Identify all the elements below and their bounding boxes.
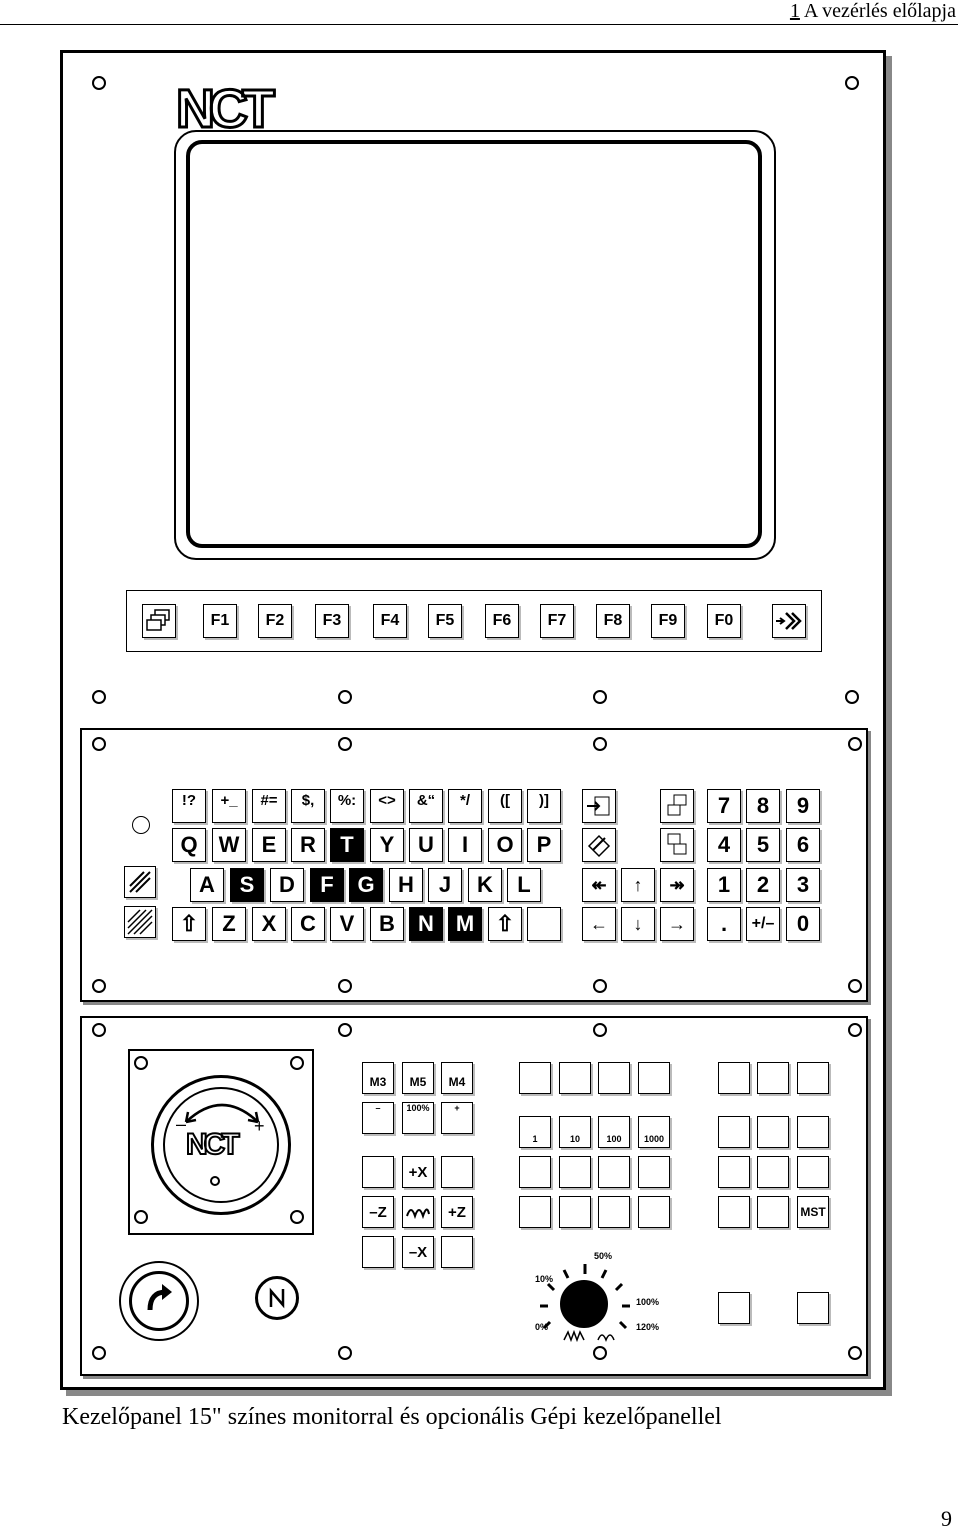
key-e[interactable]: E	[252, 828, 286, 862]
spindle-key-m5[interactable]: M5	[402, 1062, 434, 1094]
key-h[interactable]: H	[389, 868, 423, 902]
cycle-key[interactable]	[718, 1196, 750, 1228]
key-v[interactable]: V	[330, 907, 364, 941]
key-k[interactable]: K	[468, 868, 502, 902]
increment-key-100[interactable]: 100	[598, 1116, 630, 1148]
screw-hole	[92, 1346, 106, 1360]
key-r[interactable]: R	[291, 828, 325, 862]
blank-key[interactable]	[638, 1196, 670, 1228]
function-key-f3[interactable]: F3	[315, 604, 349, 638]
key-l[interactable]: L	[507, 868, 541, 902]
shift-right-key[interactable]	[488, 907, 522, 941]
key-n[interactable]: N	[409, 907, 443, 941]
jog-blank-key[interactable]	[362, 1236, 394, 1268]
screw-hole	[845, 690, 859, 704]
arrow-left-double-icon[interactable]: ↞	[582, 868, 616, 902]
screw-hole	[593, 737, 607, 751]
windows-icon[interactable]	[142, 604, 176, 638]
function-key-f6[interactable]: F6	[485, 604, 519, 638]
symbol-key[interactable]: #=	[252, 789, 286, 823]
numpad-key[interactable]: 0	[786, 907, 820, 941]
arrow-left-icon[interactable]: ←	[582, 907, 616, 941]
chapter-title: A vezérlés előlapja	[803, 0, 956, 22]
blank-key[interactable]	[559, 1196, 591, 1228]
screw-hole	[92, 76, 106, 90]
dial-label-10: 10%	[535, 1274, 554, 1284]
single-block-key[interactable]	[718, 1292, 750, 1324]
status-led	[132, 816, 150, 834]
figure-caption: Kezelőpanel 15" színes monitorral és opcionális Gépi kezelőpanellel	[62, 1404, 722, 1430]
cycle-key[interactable]	[757, 1196, 789, 1228]
key-g[interactable]: G	[349, 868, 383, 902]
svg-text:+: +	[254, 1116, 265, 1132]
cycle-key[interactable]	[718, 1156, 750, 1188]
key-d[interactable]: D	[270, 868, 304, 902]
dial-label-50: 50%	[594, 1251, 613, 1261]
key-t[interactable]: T	[330, 828, 364, 862]
arrow-up-icon[interactable]: ↑	[621, 868, 655, 902]
dial-label-120: 120%	[636, 1322, 660, 1332]
symbol-key[interactable]: <>	[370, 789, 404, 823]
blank-key[interactable]	[519, 1196, 551, 1228]
screw-hole	[845, 76, 859, 90]
hatch-key[interactable]	[124, 906, 156, 938]
increment-key-1[interactable]: 1	[519, 1116, 551, 1148]
numpad-key[interactable]: 2	[746, 868, 780, 902]
function-key-f0[interactable]: F0	[707, 604, 741, 638]
space-key[interactable]	[527, 907, 561, 941]
screw-hole	[593, 979, 607, 993]
jog-plus-z-key[interactable]: +Z	[441, 1196, 473, 1228]
spindle-key-m4[interactable]: M4	[441, 1062, 473, 1094]
symbol-key[interactable]: */	[448, 789, 482, 823]
shift-icon: ⇧	[495, 911, 515, 936]
jog-minus-x-key[interactable]: –X	[402, 1236, 434, 1268]
numpad-key[interactable]: 7	[707, 789, 741, 823]
symbol-key[interactable]: )]	[527, 789, 561, 823]
screw-hole	[593, 1023, 607, 1037]
numpad-key[interactable]: 8	[746, 789, 780, 823]
function-key-f8[interactable]: F8	[596, 604, 630, 638]
spindle-key-m3[interactable]: M3	[362, 1062, 394, 1094]
rapid-icon	[405, 1204, 431, 1220]
numpad-key[interactable]: 9	[786, 789, 820, 823]
key-q[interactable]: Q	[172, 828, 206, 862]
screw-hole	[338, 979, 352, 993]
symbol-key[interactable]: +_	[212, 789, 246, 823]
screw-hole	[848, 979, 862, 993]
key-s[interactable]: S	[230, 868, 264, 902]
key-a[interactable]: A	[190, 868, 224, 902]
key-z[interactable]: Z	[212, 907, 246, 941]
blank-key[interactable]	[598, 1196, 630, 1228]
spindle-override-key[interactable]: 100%	[402, 1102, 434, 1134]
keyboard-section	[80, 728, 868, 1002]
next-page-icon[interactable]	[772, 604, 806, 638]
blank-key[interactable]	[519, 1156, 551, 1188]
handwheel-logo: NCT	[186, 1128, 236, 1161]
delete-icon[interactable]	[582, 828, 616, 862]
function-key-f5[interactable]: F5	[428, 604, 462, 638]
function-key-f9[interactable]: F9	[651, 604, 685, 638]
key-m[interactable]: M	[448, 907, 482, 941]
screw-hole	[848, 1023, 862, 1037]
monitor-screen	[186, 140, 762, 548]
screw-hole	[290, 1210, 304, 1224]
insert-icon[interactable]	[582, 789, 616, 823]
key-w[interactable]: W	[212, 828, 246, 862]
screw-hole	[593, 690, 607, 704]
arrow-right-double-icon[interactable]: ↠	[660, 868, 694, 902]
key-u[interactable]: U	[409, 828, 443, 862]
arrow-right-icon[interactable]: →	[660, 907, 694, 941]
dial-label-100: 100%	[636, 1297, 660, 1307]
cycle-key[interactable]	[797, 1062, 829, 1094]
symbol-key[interactable]: %:	[330, 789, 364, 823]
mode-key[interactable]	[559, 1062, 591, 1094]
key-y[interactable]: Y	[370, 828, 404, 862]
key-c[interactable]: C	[291, 907, 325, 941]
jog-blank-key[interactable]	[362, 1156, 394, 1188]
cycle-key[interactable]	[718, 1116, 750, 1148]
jog-blank-key[interactable]	[441, 1156, 473, 1188]
numpad-key[interactable]: 3	[786, 868, 820, 902]
shift-left-key[interactable]	[172, 907, 206, 941]
numpad-key[interactable]: .	[707, 907, 741, 941]
screw-hole	[338, 737, 352, 751]
increment-key-1000[interactable]: 1000	[638, 1116, 670, 1148]
jog-plus-x-key[interactable]: +X	[402, 1156, 434, 1188]
screw-hole	[92, 737, 106, 751]
nct-logo: NCT	[176, 79, 269, 139]
symbol-key[interactable]: $,	[291, 789, 325, 823]
hatch-key[interactable]	[124, 866, 156, 898]
cycle-key[interactable]	[797, 1116, 829, 1148]
cycle-key[interactable]	[757, 1116, 789, 1148]
screw-hole	[338, 1023, 352, 1037]
mode-key[interactable]	[519, 1062, 551, 1094]
mode-key[interactable]	[598, 1062, 630, 1094]
dial-label-0: 0%	[535, 1322, 549, 1332]
screw-hole	[134, 1210, 148, 1224]
emergency-stop-button[interactable]	[129, 1271, 189, 1331]
key-f[interactable]: F	[310, 868, 344, 902]
cycle-key[interactable]: MST	[797, 1196, 829, 1228]
page-up-icon[interactable]	[660, 789, 694, 823]
screw-hole	[848, 737, 862, 751]
numpad-key[interactable]: +/–	[746, 907, 780, 941]
arrow-down-icon[interactable]: ↓	[621, 907, 655, 941]
chapter-number: 1	[789, 0, 800, 22]
symbol-key[interactable]: ([	[488, 789, 522, 823]
symbol-key[interactable]: &“	[409, 789, 443, 823]
power-button[interactable]	[255, 1276, 299, 1320]
cycle-key[interactable]	[797, 1156, 829, 1188]
key-j[interactable]: J	[428, 868, 462, 902]
numpad-key[interactable]: 4	[707, 828, 741, 862]
spindle-override-key[interactable]: +	[441, 1102, 473, 1134]
symbol-key[interactable]: !?	[172, 789, 206, 823]
numpad-key[interactable]: 6	[786, 828, 820, 862]
page-header	[0, 0, 958, 25]
jog-blank-key[interactable]	[441, 1236, 473, 1268]
cycle-stop-key[interactable]	[797, 1292, 829, 1324]
key-o[interactable]: O	[488, 828, 522, 862]
function-key-f1[interactable]: F1	[203, 604, 237, 638]
screw-hole	[338, 690, 352, 704]
handwheel-dot	[210, 1176, 220, 1186]
cycle-key[interactable]	[718, 1062, 750, 1094]
page-down-icon[interactable]	[660, 828, 694, 862]
svg-text:–: –	[176, 1114, 187, 1132]
numpad-key[interactable]: 5	[746, 828, 780, 862]
screw-hole	[92, 979, 106, 993]
spindle-override-key[interactable]: –	[362, 1102, 394, 1134]
shift-icon: ⇧	[179, 911, 199, 936]
key-x[interactable]: X	[252, 907, 286, 941]
mode-key[interactable]	[638, 1062, 670, 1094]
page-number: 9	[941, 1506, 952, 1531]
screw-hole	[92, 1023, 106, 1037]
function-key-f7[interactable]: F7	[540, 604, 574, 638]
feed-rapid-icons	[562, 1330, 618, 1349]
key-b[interactable]: B	[370, 907, 404, 941]
screw-hole	[290, 1056, 304, 1070]
cycle-key[interactable]	[757, 1062, 789, 1094]
screw-hole	[134, 1056, 148, 1070]
cycle-key[interactable]	[757, 1156, 789, 1188]
numpad-key[interactable]: 1	[707, 868, 741, 902]
rapid-key[interactable]	[402, 1196, 434, 1228]
screw-hole	[338, 1346, 352, 1360]
key-p[interactable]: P	[527, 828, 561, 862]
screw-hole	[92, 690, 106, 704]
function-key-f2[interactable]: F2	[258, 604, 292, 638]
screw-hole	[848, 1346, 862, 1360]
function-key-f4[interactable]: F4	[373, 604, 407, 638]
increment-key-10[interactable]: 10	[559, 1116, 591, 1148]
blank-key[interactable]	[638, 1156, 670, 1188]
blank-key[interactable]	[598, 1156, 630, 1188]
blank-key[interactable]	[559, 1156, 591, 1188]
jog-minus-z-key[interactable]: –Z	[362, 1196, 394, 1228]
key-i[interactable]: I	[448, 828, 482, 862]
